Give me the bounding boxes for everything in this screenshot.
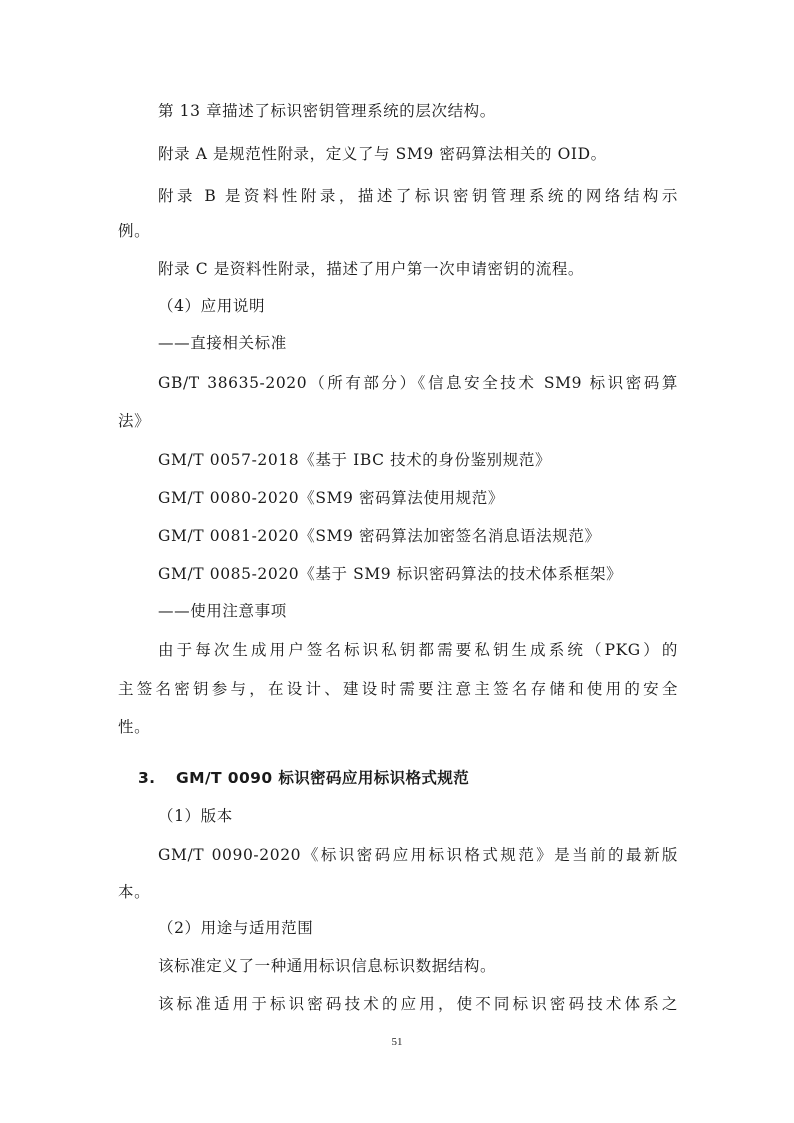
paragraph-appendix-b-line1: 附录 B 是资料性附录，描述了标识密钥管理系统的网络结构示 — [158, 187, 678, 205]
standard-gm-t-0080: GM/T 0080-2020《SM9 密码算法使用规范》 — [158, 489, 504, 507]
paragraph-appendix-c: 附录 C 是资料性附录，描述了用户第一次申请密钥的流程。 — [158, 260, 585, 278]
standard-gb-t-38635-line1: GB/T 38635-2020（所有部分）《信息安全技术 SM9 标识密码算 — [158, 374, 678, 392]
subsection-version: （1）版本 — [158, 807, 233, 825]
version-paragraph-line2: 本。 — [118, 883, 151, 901]
standard-gm-t-0085: GM/T 0085-2020《基于 SM9 标识密码算法的技术体系框架》 — [158, 565, 623, 583]
section-heading — [138, 767, 678, 789]
precaution-paragraph-line2: 主签名密钥参与，在设计、建设时需要注意主签名存储和使用的安全 — [118, 680, 678, 698]
precaution-paragraph-line3: 性。 — [118, 718, 151, 736]
directly-related-standards-heading: ——直接相关标准 — [158, 334, 287, 352]
usage-precautions-heading: ——使用注意事项 — [158, 602, 287, 620]
subsection-usage-notes: （4）应用说明 — [158, 297, 266, 315]
standard-gb-t-38635-line2: 法》 — [118, 412, 151, 430]
precaution-paragraph-line1: 由于每次生成用户签名标识私钥都需要私钥生成系统（PKG）的 — [158, 641, 678, 659]
scope-paragraph-definition: 该标准定义了一种通用标识信息标识数据结构。 — [158, 957, 497, 975]
section-number: 3. — [138, 769, 156, 787]
section-title: GM/T 0090 标识密码应用标识格式规范 — [176, 769, 470, 787]
paragraph-appendix-a: 附录 A 是规范性附录，定义了与 SM9 密码算法相关的 OID。 — [158, 145, 607, 163]
paragraph-appendix-b-line2: 例。 — [118, 222, 151, 240]
paragraph-chapter-13: 第 13 章描述了标识密钥管理系统的层次结构。 — [158, 102, 496, 120]
standard-gm-t-0081: GM/T 0081-2020《SM9 密码算法加密签名消息语法规范》 — [158, 527, 601, 545]
scope-paragraph-applicability: 该标准适用于标识密码技术的应用，使不同标识密码技术体系之 — [158, 995, 678, 1013]
subsection-purpose-scope: （2）用途与适用范围 — [158, 919, 314, 937]
standard-gm-t-0057: GM/T 0057-2018《基于 IBC 技术的身份鉴别规范》 — [158, 451, 552, 469]
page-number: 51 — [391, 1036, 403, 1048]
version-paragraph-line1: GM/T 0090-2020《标识密码应用标识格式规范》是当前的最新版 — [158, 846, 678, 864]
